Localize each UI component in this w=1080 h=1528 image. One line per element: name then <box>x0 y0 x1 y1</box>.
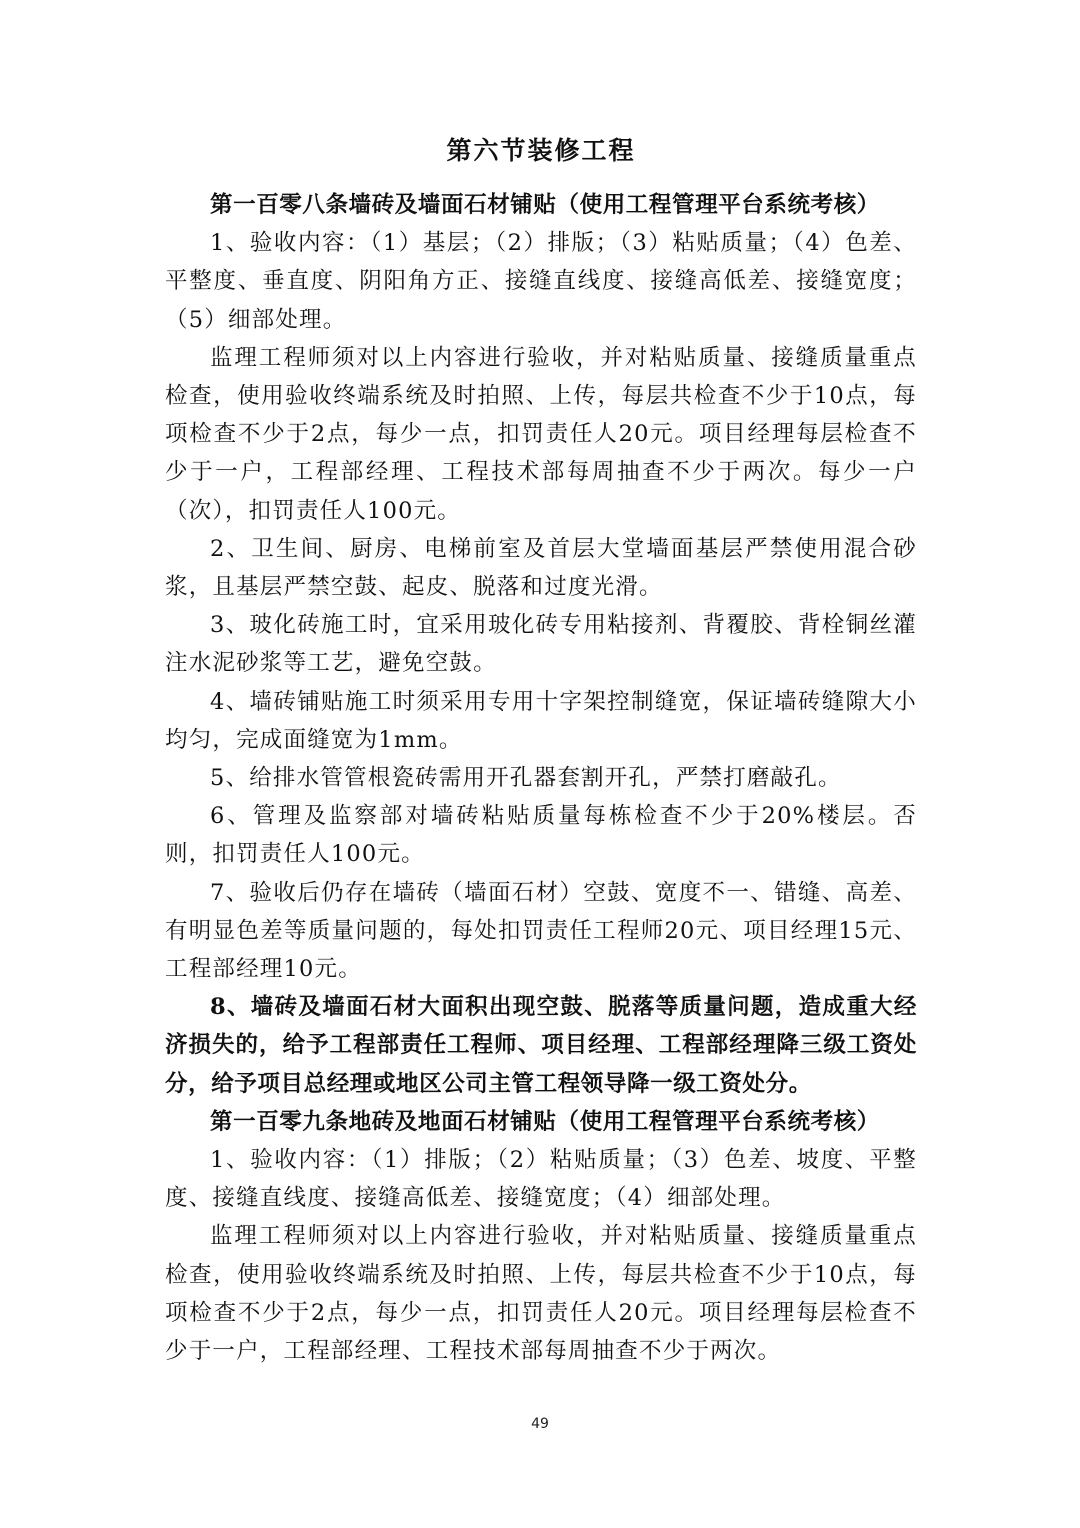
page-content <box>165 128 917 1370</box>
paragraph: 1、验收内容：（1）基层；（2）排版；（3）粘贴质量；（4）色差、平整度、垂直度、阴阳角方正、接缝直线度、接缝高低差、接缝宽度；（5）细部处理。 <box>165 230 917 333</box>
paragraph-list <box>165 186 917 1370</box>
paragraph: 7、验收后仍存在墙砖（墙面石材）空鼓、宽度不一、错缝、高差、有明显色差等质量问题的，每处扣罚责任工程师20元、项目经理15元、工程部经理10元。 <box>165 879 917 983</box>
paragraph: 2、卫生间、厨房、电梯前室及首层大堂墙面基层严禁使用混合砂浆，且基层严禁空鼓、起皮、脱落和过度光滑。 <box>165 535 917 601</box>
paragraph: 5、给排水管管根瓷砖需用开孔器套割开孔，严禁打磨敲孔。 <box>210 765 842 792</box>
penalty-paragraph: 8、墙砖及墙面石材大面积出现空鼓、脱落等质量问题，造成重大经济损失的，给予工程部责任工程师、项目经理、工程部经理降三级工资处分，给予项目总经理或地区公司主管工程领导降一级工资处分。 <box>165 994 917 1097</box>
paragraph: 3、玻化砖施工时，宜采用玻化砖专用粘接剂、背覆胶、背栓铜丝灌注水泥砂浆等工艺，避免空鼓。 <box>165 612 917 677</box>
paragraph: 监理工程师须对以上内容进行验收，并对粘贴质量、接缝质量重点检查，使用验收终端系统及时拍照、上传，每层共检查不少于10点，每项检查不少于2点，每少一点，扣罚责任人20元。项目经理每层检查不少于一户，工程部经理、工程技术部每周抽查不少于两次。每少一户（次），扣罚责任人100元。 <box>165 344 917 524</box>
page-number: 49 <box>531 1416 549 1432</box>
section-title: 第六节装修工程 <box>446 136 636 165</box>
paragraph: 监理工程师须对以上内容进行验收，并对粘贴质量、接缝质量重点检查，使用验收终端系统及时拍照、上传，每层共检查不少于10点，每项检查不少于2点，每少一点，扣罚责任人20元。项目经理每层检查不少于一户，工程部经理、工程技术部每周抽查不少于两次。 <box>165 1223 917 1365</box>
article-heading-108: 第一百零八条墙砖及墙面石材铺贴（使用工程管理平台系统考核） <box>210 192 880 218</box>
paragraph: 4、墙砖铺贴施工时须采用专用十字架控制缝宽，保证墙砖缝隙大小均匀，完成面缝宽为1mm。 <box>165 688 917 753</box>
paragraph: 1、验收内容：（1）排版；（2）粘贴质量；（3）色差、坡度、平整度、接缝直线度、接缝高低差、接缝宽度；（4）细部处理。 <box>165 1147 917 1212</box>
article-heading-109: 第一百零九条地砖及地面石材铺贴（使用工程管理平台系统考核） <box>210 1108 880 1135</box>
paragraph: 6、管理及监察部对墙砖粘贴质量每栋检查不少于20%楼层。否则，扣罚责任人100元。 <box>165 803 917 868</box>
